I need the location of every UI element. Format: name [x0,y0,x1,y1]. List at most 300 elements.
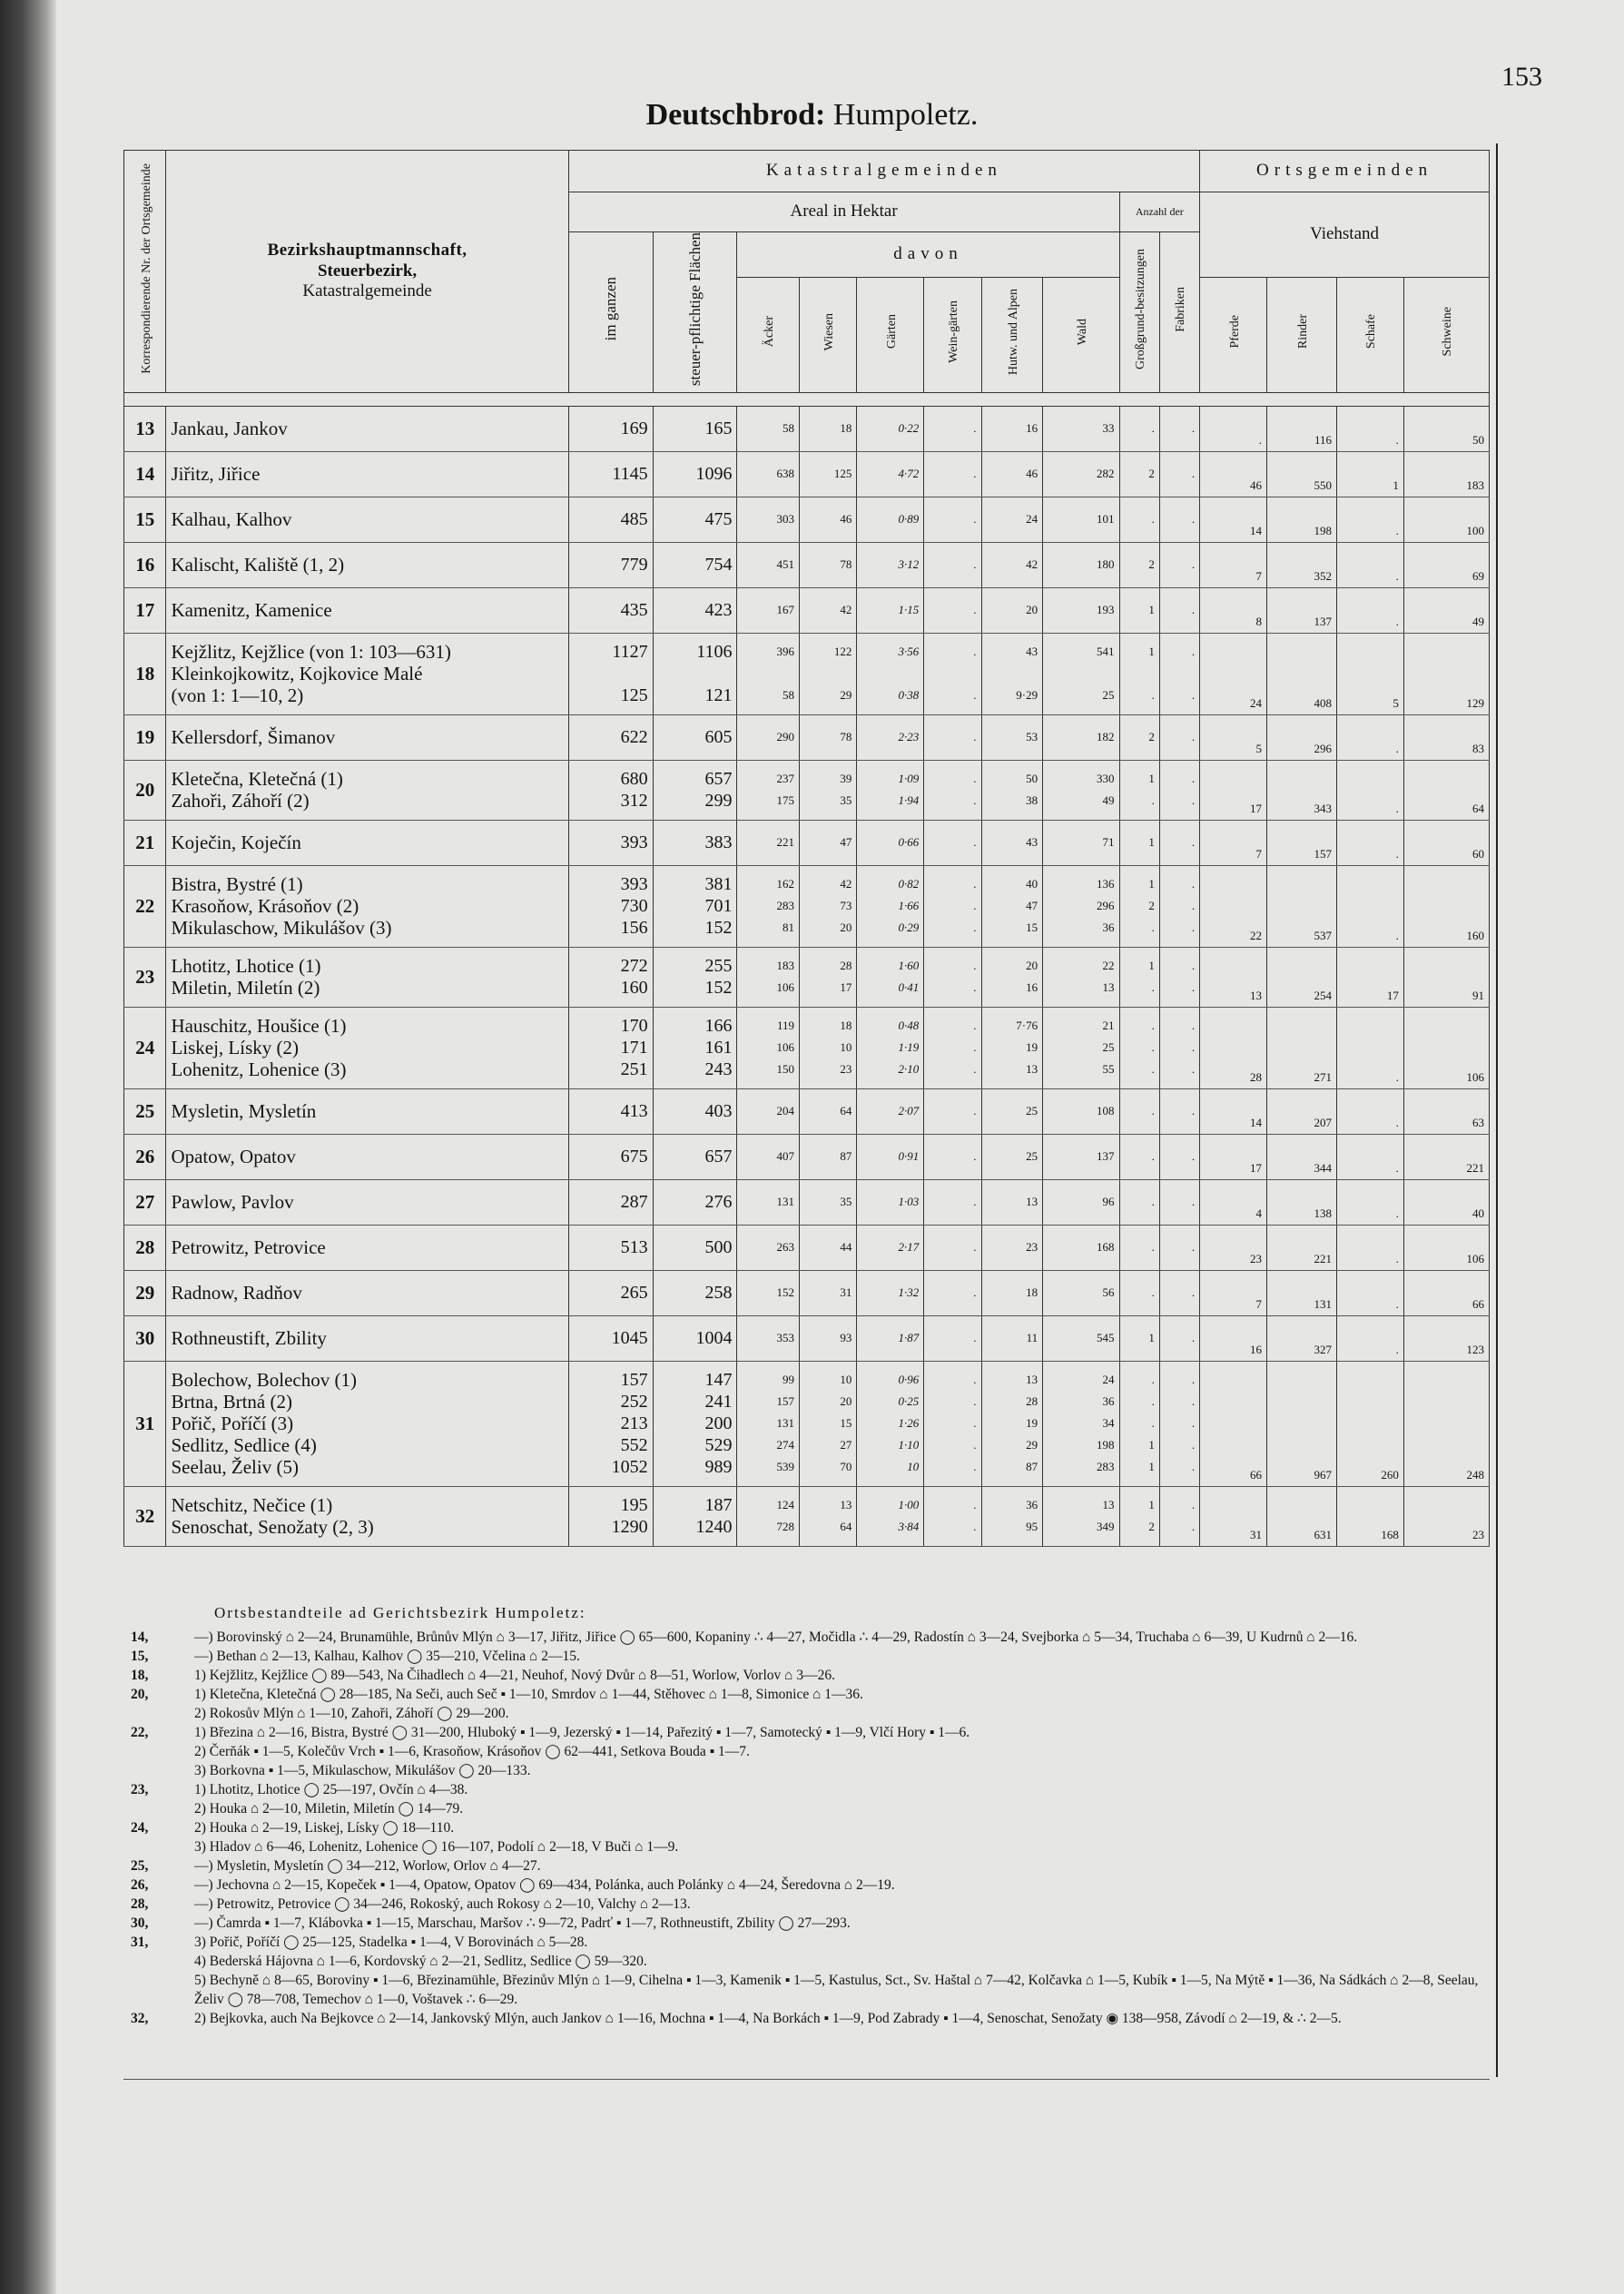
cell-gaerten-line: 1·32 [898,1285,920,1300]
cell-wiesen-line: 18 [840,1019,852,1033]
cell-acker-line: 162 [776,877,795,891]
cell-schweine: 106 [1403,1007,1489,1088]
cell-gaerten-line: 0·25 [898,1394,920,1409]
table-row [124,587,1490,633]
cell-steuer-line: 1106 [696,642,733,663]
cell-fabr-line: . [1191,899,1196,913]
cell-wiesen-line: 28 [840,959,852,973]
cell-schafe: 168 [1337,1486,1404,1546]
cell-gross [1119,1134,1159,1179]
cell-hutw [981,451,1043,497]
cell-acker-line: 396 [776,645,795,659]
footnote-number [123,1704,185,1723]
cell-acker [737,1007,800,1088]
table-row [124,1315,1490,1361]
cell-steuer [653,451,737,497]
cell-ganzen [568,497,653,542]
cell-hutw-line: 29 [1026,1438,1038,1452]
cell-hutw [981,1270,1043,1315]
cell-hutw [981,1134,1043,1179]
cell-wald-line: 22 [1102,959,1115,973]
cell-gaerten [857,1315,924,1361]
footnotes-title: Ortsbestandteile ad Gerichtsbezirk Humpoletz: [214,1604,586,1621]
table-row [124,714,1490,760]
cell-steuer [653,1225,737,1270]
cell-gaerten-line: 0·82 [898,877,920,891]
cell-wiesen-line: 39 [840,772,852,786]
cell-steuer-line: 147 [704,1370,733,1391]
cell-steuer-line: 241 [704,1392,733,1413]
footnote-text: 3) Pořič, Poříčí ◯ 25—125, Stadelka ▪ 1—4, V Borovinách ⌂ 5—28. [194,1935,588,1950]
cell-schafe: . [1337,406,1404,451]
footnote-item [123,1742,1490,1761]
cell-hutw [981,714,1043,760]
cell-wein [924,633,981,714]
footnote-number [123,1761,185,1780]
cell-gaerten [857,633,924,714]
cell-hutw-line: 16 [1026,980,1038,995]
cell-wein [924,947,981,1007]
cell-gaerten-line: 1·00 [898,1498,920,1512]
cell-acker-line: 407 [776,1149,795,1164]
cell-wald-line: 180 [1097,557,1115,572]
cell-gaerten [857,497,924,542]
cell-steuer-line: 657 [704,1147,733,1167]
cell-wiesen [800,542,857,587]
cell-name-line: Rothneustift, Zbility [171,1327,327,1350]
cell-gross-line: . [1151,1104,1155,1118]
cell-acker [737,1134,800,1179]
cell-steuer [653,1134,737,1179]
cell-gross-line: . [1151,1149,1155,1164]
cell-steuer-line: 152 [704,918,733,939]
row-number: 20 [124,760,166,820]
row-number: 21 [124,820,166,865]
cell-schweine: 221 [1403,1134,1489,1179]
cell-name-line: Kejžlitz, Kejžlice (von 1: 103—631) [171,641,451,664]
cell-wein-line: . [973,730,977,744]
cell-gross [1119,1225,1159,1270]
footnote-text: —) Jechovna ⌂ 2—15, Kopeček ▪ 1—4, Opatow, Opatov ◯ 69—434, Polánka, auch Polánky ⌂ 4—24, Šeredovna ⌂ 2—19. [194,1877,895,1893]
cell-hutw-line: 47 [1026,899,1038,913]
cell-acker-line: 204 [776,1104,795,1118]
col-wald: Wald [1043,277,1119,392]
cell-ganzen-line: 622 [620,727,648,748]
cell-schweine: 129 [1403,633,1489,714]
cell-gaerten [857,760,924,820]
cell-schweine: 160 [1403,865,1489,947]
cell-acker-line: 58 [782,421,795,436]
cell-pferde: 7 [1200,820,1267,865]
cell-acker-line [742,663,794,684]
cell-hutw-line: 43 [1026,645,1038,659]
cell-fabr-line: . [1191,1062,1196,1077]
cell-fabr-line [1165,663,1195,684]
cell-schweine: 66 [1403,1270,1489,1315]
cell-pferde: 17 [1200,760,1267,820]
cell-wein [924,1088,981,1134]
cell-ganzen-line: 156 [620,918,648,939]
bezirk-line3: Katastralgemeinde [302,281,432,301]
footnote-item [123,1837,1490,1856]
cell-wald-line: 36 [1102,1394,1115,1409]
cell-wald [1043,542,1119,587]
cell-wein [924,1361,981,1486]
cell-wald-line: 282 [1097,467,1115,481]
cell-wiesen-line: 15 [840,1416,852,1431]
table-row [124,1486,1490,1546]
cell-schweine: 23 [1403,1486,1489,1546]
cell-wiesen [800,760,857,820]
cell-wald-line: 55 [1102,1062,1115,1077]
cell-wiesen [800,1361,857,1486]
cell-wiesen-line: 42 [840,877,852,891]
header-ortsgemeinden: Ortsgemeinden [1200,151,1490,192]
cell-name-line: Brtna, Brtná (2) [171,1391,292,1413]
cell-name-line: Pawlow, Pavlov [171,1191,294,1214]
cell-wald [1043,714,1119,760]
cell-gaerten [857,406,924,451]
table-body [124,406,1490,1546]
footnote-item [123,1704,1490,1723]
cell-steuer-line [658,663,733,684]
cell-ganzen [568,587,653,633]
cell-schweine: 123 [1403,1315,1489,1361]
cell-hutw-line [987,663,1038,684]
cell-fabr-line: . [1191,877,1196,891]
cell-wiesen-line: 78 [840,730,852,744]
cell-wein-line: . [973,557,977,572]
cell-schafe: . [1337,497,1404,542]
cell-fabr-line: . [1191,1040,1196,1055]
cell-gaerten-line: 0·38 [898,688,920,703]
cell-wein-line [929,663,976,684]
cell-fabr-line: . [1191,1520,1196,1534]
cell-acker-line: 106 [776,1040,795,1055]
cell-name-line: Lohenitz, Lohenice (3) [171,1058,347,1081]
cell-wald-line: 25 [1102,688,1115,703]
cell-name [166,865,568,947]
table-row [124,1225,1490,1270]
cell-wald [1043,1007,1119,1088]
footnote-text: 2) Houka ⌂ 2—19, Liskej, Lísky ◯ 18—110. [194,1820,455,1836]
cell-gross-line [1125,663,1155,684]
cell-wein-line: . [973,877,977,891]
cell-hutw-line: 20 [1026,959,1038,973]
cell-wein [924,1315,981,1361]
cell-name-line: Mikulaschow, Mikulášov (3) [171,917,392,940]
cell-wein-line: . [973,835,977,850]
cell-hutw [981,587,1043,633]
cell-fabr [1159,1486,1199,1546]
cell-wein [924,714,981,760]
footnote-number [123,1971,185,2009]
cell-wald [1043,1225,1119,1270]
cell-wiesen-line: 27 [840,1438,852,1452]
row-number: 22 [124,865,166,947]
cell-fabr-line: . [1191,557,1196,572]
cell-name-line: Hauschitz, Houšice (1) [171,1015,347,1038]
cell-acker [737,1315,800,1361]
cell-wein [924,1134,981,1179]
cell-hutw [981,542,1043,587]
footnotes-list [123,1628,1490,2028]
cell-rinder: 352 [1267,542,1337,587]
table-row [124,1361,1490,1486]
cell-wein [924,1270,981,1315]
cell-fabr [1159,633,1199,714]
cell-schafe: . [1337,542,1404,587]
row-number: 23 [124,947,166,1007]
cell-rinder: 550 [1267,451,1337,497]
cell-gross-line: 1 [1148,877,1155,891]
cell-wein [924,497,981,542]
cell-ganzen-line: 513 [620,1237,648,1258]
cell-fabr [1159,1361,1199,1486]
footnote-item [123,1914,1490,1933]
cell-pferde: 23 [1200,1225,1267,1270]
cell-fabr-line: . [1191,1240,1196,1255]
footnote-text: 2) Čerňák ▪ 1—5, Kolečův Vrch ▪ 1—6, Krasoňow, Krásoňov ◯ 62—441, Setkova Bouda ▪ 1—7. [194,1744,750,1759]
footnote-item [123,1685,1490,1704]
cell-fabr-line: . [1191,603,1196,617]
cell-gross [1119,760,1159,820]
cell-ganzen-line: 1127 [612,642,648,663]
cell-wiesen-line [804,663,851,684]
cell-schweine: 64 [1403,760,1489,820]
row-number: 31 [124,1361,166,1486]
cell-pferde: 17 [1200,1134,1267,1179]
cell-gaerten-line: 0·89 [898,512,920,527]
footnote-text: —) Mysletin, Mysletín ◯ 34—212, Worlow, Orlov ⌂ 4—27. [194,1858,541,1874]
cell-acker-line: 131 [776,1195,795,1209]
page-title [0,98,1624,133]
col-gaerten: Gärten [857,277,924,392]
cell-steuer-line: 166 [704,1016,733,1037]
cell-steuer-line: 165 [704,418,733,439]
cell-schafe: . [1337,1007,1404,1088]
cell-hutw-line: 38 [1026,793,1038,808]
row-number: 30 [124,1315,166,1361]
cell-gross [1119,406,1159,451]
cell-hutw-line: 13 [1026,1062,1038,1077]
cell-wald-line: 108 [1097,1104,1115,1118]
cell-hutw-line: 23 [1026,1240,1038,1255]
cell-steuer-line: 255 [704,956,733,977]
cell-fabr-line: . [1191,1498,1196,1512]
cell-steuer-line: 121 [704,685,733,706]
cell-steuer [653,1270,737,1315]
cell-gaerten [857,1134,924,1179]
cell-wald-line [1048,663,1114,684]
footnote-number: 30, [131,1915,149,1931]
cell-wald-line: 101 [1097,512,1115,527]
cell-pferde: 22 [1200,865,1267,947]
cell-gross-line: 1 [1148,1498,1155,1512]
cell-gross-line: . [1151,421,1155,436]
col-steuerpflichtig: steuer-pflichtige Flächen [653,232,737,393]
cell-gross-line: . [1151,1040,1155,1055]
cell-rinder: 131 [1267,1270,1337,1315]
cell-fabr-line: . [1191,421,1196,436]
cell-gaerten [857,1225,924,1270]
cell-gaerten [857,451,924,497]
cell-schafe: . [1337,714,1404,760]
cell-acker [737,1225,800,1270]
cell-gaerten-line: 1·19 [898,1040,920,1055]
cell-name [166,947,568,1007]
cell-name-line: Krasoňow, Krásoňov (2) [171,895,359,918]
cell-gaerten-line: 1·26 [898,1416,920,1431]
cell-wein [924,587,981,633]
footnote-number: 26, [131,1877,149,1893]
cell-fabr-line: . [1191,1438,1196,1452]
footnote-item [123,1856,1490,1876]
cell-gross-line: . [1151,1019,1155,1033]
cell-ganzen-line: 779 [620,555,648,576]
page-number: 153 [1501,62,1542,92]
cell-acker [737,760,800,820]
cell-ganzen-line: 675 [620,1147,648,1167]
cell-hutw-line: 87 [1026,1460,1038,1474]
cell-acker-line: 167 [776,603,795,617]
cell-ganzen [568,760,653,820]
cell-fabr-line: . [1191,959,1196,973]
cell-ganzen-line: 125 [620,685,648,706]
cell-gaerten-line: 10 [907,1460,920,1474]
cell-gross-line: 2 [1148,557,1155,572]
cell-wald-line: 137 [1097,1149,1115,1164]
cell-name [166,1270,568,1315]
cell-schweine: 106 [1403,1225,1489,1270]
cell-acker [737,1361,800,1486]
footnote-text: 3) Borkovna ▪ 1—5, Mikulaschow, Mikulášov ◯ 20—133. [194,1763,531,1778]
cell-fabr [1159,865,1199,947]
cell-wein-line: . [973,1460,977,1474]
col-rinder: Rinder [1267,277,1337,392]
cell-steuer-line: 989 [704,1457,733,1478]
cell-ganzen-line: 287 [620,1192,648,1213]
cell-gross-line: . [1151,1062,1155,1077]
cell-schweine: 49 [1403,587,1489,633]
col-korr-nr: Korrespondierende Nr. der Ortsgemeinde [124,151,166,393]
cell-steuer-line: 299 [704,791,733,812]
cell-name-line: Kleinkojkowitz, Kojkovice Malé [171,663,423,685]
cell-fabr-line: . [1191,1104,1196,1118]
cell-acker [737,1179,800,1225]
cell-gaerten-line [861,663,919,684]
cell-hutw-line: 11 [1026,1331,1038,1345]
cell-ganzen [568,406,653,451]
cell-ganzen-line: 195 [620,1495,648,1516]
cell-ganzen [568,1134,653,1179]
statistics-table [123,150,1490,1547]
col-hutweiden: Hutw. und Alpen [981,277,1043,392]
cell-acker [737,1486,800,1546]
cell-wald [1043,1270,1119,1315]
col-acker: Äcker [737,277,800,392]
cell-hutw-line: 7·76 [1016,1019,1038,1033]
cell-gross-line: 1 [1148,835,1155,850]
cell-wald [1043,1088,1119,1134]
table-row [124,451,1490,497]
cell-fabr-line: . [1191,921,1196,935]
cell-wein-line: . [973,1040,977,1055]
cell-rinder: 408 [1267,633,1337,714]
cell-acker-line: 99 [782,1373,795,1387]
cell-steuer [653,1315,737,1361]
cell-wald-line: 13 [1102,980,1115,995]
cell-acker [737,497,800,542]
cell-gross-line: 1 [1148,603,1155,617]
cell-acker-line: 353 [776,1331,795,1345]
cell-steuer [653,760,737,820]
cell-acker-line: 124 [776,1498,795,1512]
cell-acker-line: 290 [776,730,795,744]
cell-acker-line: 58 [782,688,795,703]
cell-rinder: 296 [1267,714,1337,760]
cell-hutw [981,760,1043,820]
footnote-number: 28, [131,1896,149,1912]
cell-gaerten-line: 3·84 [898,1520,920,1534]
footnote-text: 2) Rokosův Mlýn ⌂ 1—10, Zahoři, Záhoří ◯ 29—200. [194,1706,509,1721]
cell-acker-line: 106 [776,980,795,995]
cell-wald-line: 193 [1097,603,1115,617]
cell-fabr [1159,1315,1199,1361]
cell-wiesen [800,497,857,542]
cell-gross [1119,1315,1159,1361]
cell-ganzen [568,1270,653,1315]
cell-wiesen [800,947,857,1007]
cell-hutw [981,820,1043,865]
footnote-item [123,1876,1490,1895]
cell-ganzen [568,451,653,497]
cell-schafe: 5 [1337,633,1404,714]
cell-wiesen-line: 64 [840,1104,852,1118]
cell-wald-line: 71 [1102,835,1115,850]
cell-hutw-line: 40 [1026,877,1038,891]
cell-wein [924,406,981,451]
cell-rinder: 344 [1267,1134,1337,1179]
cell-wein-line: . [973,1149,977,1164]
cell-wiesen-line: 10 [840,1040,852,1055]
cell-ganzen-line: 251 [620,1059,648,1080]
col-im-ganzen: im ganzen [568,232,653,393]
cell-gross-line: . [1151,1285,1155,1300]
cell-wald-line: 56 [1102,1285,1115,1300]
cell-fabr-line: . [1191,1373,1196,1387]
cell-hutw-line: 43 [1026,835,1038,850]
cell-name-line: Koječin, Koječín [171,832,301,854]
cell-wiesen-line: 93 [840,1331,852,1345]
cell-fabr-line: . [1191,1416,1196,1431]
cell-wein [924,865,981,947]
cell-ganzen-line: 252 [620,1392,648,1413]
cell-wiesen [800,1270,857,1315]
cell-wald [1043,820,1119,865]
cell-name-line: Zahoři, Záhoří (2) [171,790,310,812]
cell-wein-line: . [973,1240,977,1255]
cell-name-line: Petrowitz, Petrovice [171,1236,326,1259]
book-binding-edge [0,0,56,2294]
cell-ganzen [568,1225,653,1270]
col-schweine: Schweine [1403,277,1489,392]
cell-gaerten [857,865,924,947]
cell-schweine: 91 [1403,947,1489,1007]
cell-hutw [981,497,1043,542]
cell-rinder: 138 [1267,1179,1337,1225]
cell-gaerten [857,820,924,865]
